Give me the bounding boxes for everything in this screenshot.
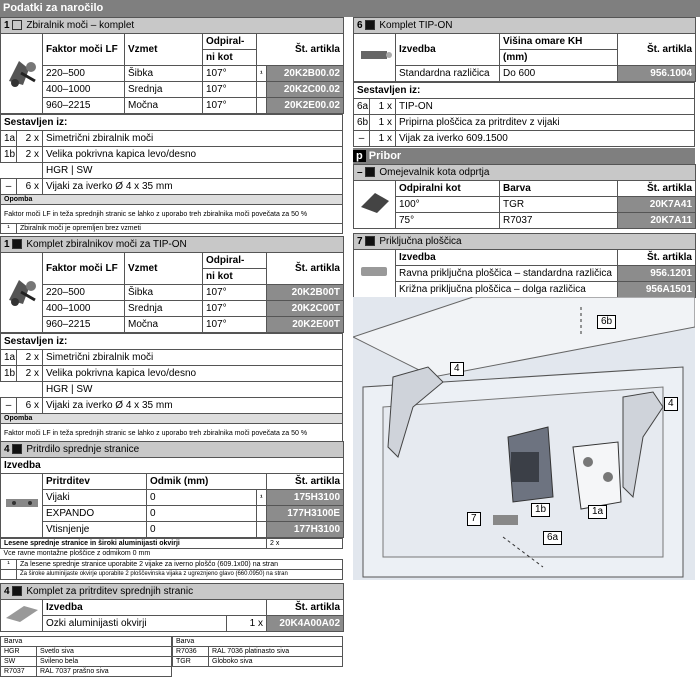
- callout-6a: 6a: [543, 531, 562, 545]
- lift-mechanism-icon: [5, 51, 39, 91]
- table-row: 75° R7037 20K7A11: [354, 213, 696, 229]
- checkbox-icon[interactable]: [365, 20, 375, 30]
- components-title: Sestavljen iz:: [1, 115, 343, 131]
- checkbox-icon[interactable]: [365, 236, 375, 246]
- table-row: Ravna priključna ploščica – standardna različica 956.1201: [354, 266, 696, 282]
- section-front-fixing: 4 Pritrdilo sprednje stranice Izvedba Pritrditev Odmik (mm) Št. artikla Vijaki 0 ¹ 175H3100 EXPANDO 0 177H3100E Vtisnjenje 0 177H3100 Lesene sprednje stranice in široki aluminijasti okvirji 2 x Vce ravne montažne ploščice z odmikom 0 mm ¹ Za lesene sprednje stranice uporabite 2 vijake za iverno ploščo (609.1x00) na stran Za široke aluminijaste okvirje uporabite 2 ploščevinska vijaka z ugreznjeno glavo (660.0950) na stran: [0, 441, 343, 580]
- article-number[interactable]: 20K2C00T: [267, 301, 344, 317]
- article-number[interactable]: 20K2B00T: [267, 285, 344, 301]
- footnote: Zbiralnik moči je opremljen brez vzmeti: [17, 224, 343, 234]
- tipon-icon: [357, 43, 393, 67]
- section-title: Komplet zbiralnikov moči za TIP-ON: [26, 238, 187, 250]
- callout-6b: 6b: [597, 315, 616, 329]
- table-row: 400–1000 Srednja 107° 20K2C00.02: [1, 82, 344, 98]
- col-header-angle: Odpiral-: [203, 34, 257, 50]
- callout-4: 4: [450, 362, 464, 376]
- col-header-spring: Vzmet: [125, 34, 203, 66]
- col-header-angle-2: ni kot: [203, 50, 257, 66]
- note-text: Faktor moči LF in teža sprednjih stranic se lahko z uporabo treh zbiralnika moči povečata za 50 %: [1, 205, 343, 224]
- order-data-header: Podatki za naročilo: [0, 0, 700, 17]
- checkbox-icon[interactable]: [12, 239, 22, 249]
- cabinet-diagram-icon: [353, 297, 695, 580]
- section-title: Zbiralnik moči – komplet: [26, 19, 135, 31]
- bracket-icon: [4, 493, 40, 513]
- table-row: Ozki aluminijasti okvirji 1 x 20K4A00A02: [1, 616, 344, 632]
- table-row: 960–2215 Močna 107° 20K2E00.02: [1, 98, 344, 114]
- frame-kit-icon: [4, 602, 40, 624]
- callout-1a: 1a: [588, 505, 607, 519]
- article-number[interactable]: 20K2C00.02: [267, 82, 344, 98]
- checkbox-icon[interactable]: [12, 20, 22, 30]
- note-label: Opomba: [1, 195, 343, 205]
- fixing-image: [1, 474, 43, 538]
- section-tipon-lift-kit: 1 Komplet zbiralnikov moči za TIP-ON Faktor moči LF Vzmet Odpiral- Št. artikla ni kot 220–500 Šibka 107° 20K2B00T 400–1000 Srednja 107° 20K2C00T 960–2215 Močna 107° 20K2E00T Sestavljen iz: 1a 2 x Simetrični zbiralnik moči 1b 2 x Velika pokrivna kapica levo/desno HGR | SW – 6 x Vijaki za iverko Ø 4 x 35 mm Opomba Faktor moči LF in teža sprednjih stranic se lahko z uporabo treh zbiralnika moči povečata za 50 %: [0, 236, 343, 443]
- lift-mechanism-icon: [5, 270, 39, 310]
- section-connector-plate: 7 Priključna ploščica Izvedba Št. artikla Ravna priključna ploščica – standardna različica 956.1201 Križna priključna ploščica – dolga različica 956A1501: [353, 233, 695, 298]
- table-row: Vtisnjenje 0 177H3100: [1, 522, 344, 538]
- section-title-row: [1, 18, 344, 34]
- table-row: 100° TGR 20K7A41: [354, 197, 696, 213]
- color-legend-left: Barva HGR Svetlo siva SW Svileno bela R7037 RAL 7037 prašno siva: [0, 636, 172, 677]
- color-legend-right: Barva R7036 RAL 7036 platinasto siva TGR Globoko siva: [172, 636, 343, 667]
- section-number: 1: [4, 19, 10, 31]
- section-tipon-kit: 6 Komplet TIP-ON Izvedba Višina omare KH Št. artikla (mm) Standardna različica Do 600 956.1004 Sestavljen iz: 6a 1 x TIP-ON 6b 1 x Pripirna ploščica za pritrditev z vijaki – 1 x Vijak za iverko 609.1500: [353, 17, 695, 147]
- section-title: Pritrdilo sprednje stranice: [26, 443, 140, 455]
- table-row: 220–500 Šibka 107° ¹ 20K2B00.02: [1, 66, 344, 82]
- table-row: Standardna različica Do 600 956.1004: [354, 66, 696, 82]
- connector-plate-icon: [357, 261, 393, 281]
- power-lift-image: [1, 253, 43, 333]
- section-power-lift-kit: [0, 17, 343, 234]
- article-number[interactable]: 20K2B00.02: [267, 66, 344, 82]
- table-row: 220–500 Šibka 107° 20K2B00T: [1, 285, 344, 301]
- angle-limiter-icon: [357, 187, 393, 217]
- checkbox-icon[interactable]: [365, 167, 375, 177]
- section-front-fixing-kit: 4 Komplet za pritrditev sprednjih stranic Izvedba Št. artikla Ozki aluminijasti okvirji 1 x 20K4A00A02: [0, 583, 343, 632]
- table-row: 960–2215 Močna 107° 20K2E00T: [1, 317, 344, 333]
- col-header-article: Št. artikla: [257, 34, 344, 66]
- section-number: 1: [4, 238, 10, 250]
- components-list: Sestavljen iz: 1a 2 x Simetrični zbiralnik moči 1b 2 x Velika pokrivna kapica levo/desno HGR | SW – 6 x Vijaki za iverko Ø 4 x 35 mm Opomba Faktor moči LF in teža sprednjih stranic se lahko z uporabo treh zbiralnika moči povečata za 50 % ¹ Zbiralnik moči je opremljen brez vzmeti: [0, 114, 343, 234]
- section-accessories: p Pribor – Omejevalnik kota odprtja Odpiralni kot Barva Št. artikla 100° TGR 20K7A41 75° R7037 20K7A11: [353, 148, 695, 229]
- checkbox-icon[interactable]: [12, 444, 22, 454]
- callout-7: 7: [467, 512, 481, 526]
- table-row: Vijaki 0 ¹ 175H3100: [1, 490, 344, 506]
- callout-1b: 1b: [531, 503, 550, 517]
- col-header-lf: Faktor moči LF: [43, 34, 125, 66]
- article-number[interactable]: 20K2E00.02: [267, 98, 344, 114]
- callout-4: 4: [664, 397, 678, 411]
- table-row: EXPANDO 0 177H3100E: [1, 506, 344, 522]
- article-number[interactable]: 20K2E00T: [267, 317, 344, 333]
- checkbox-icon[interactable]: [12, 586, 22, 596]
- table-row: Križna priključna ploščica – dolga različica 956A1501: [354, 282, 696, 298]
- assembly-diagram: [353, 297, 695, 580]
- table-row: 400–1000 Srednja 107° 20K2C00T: [1, 301, 344, 317]
- power-lift-image: [1, 34, 43, 114]
